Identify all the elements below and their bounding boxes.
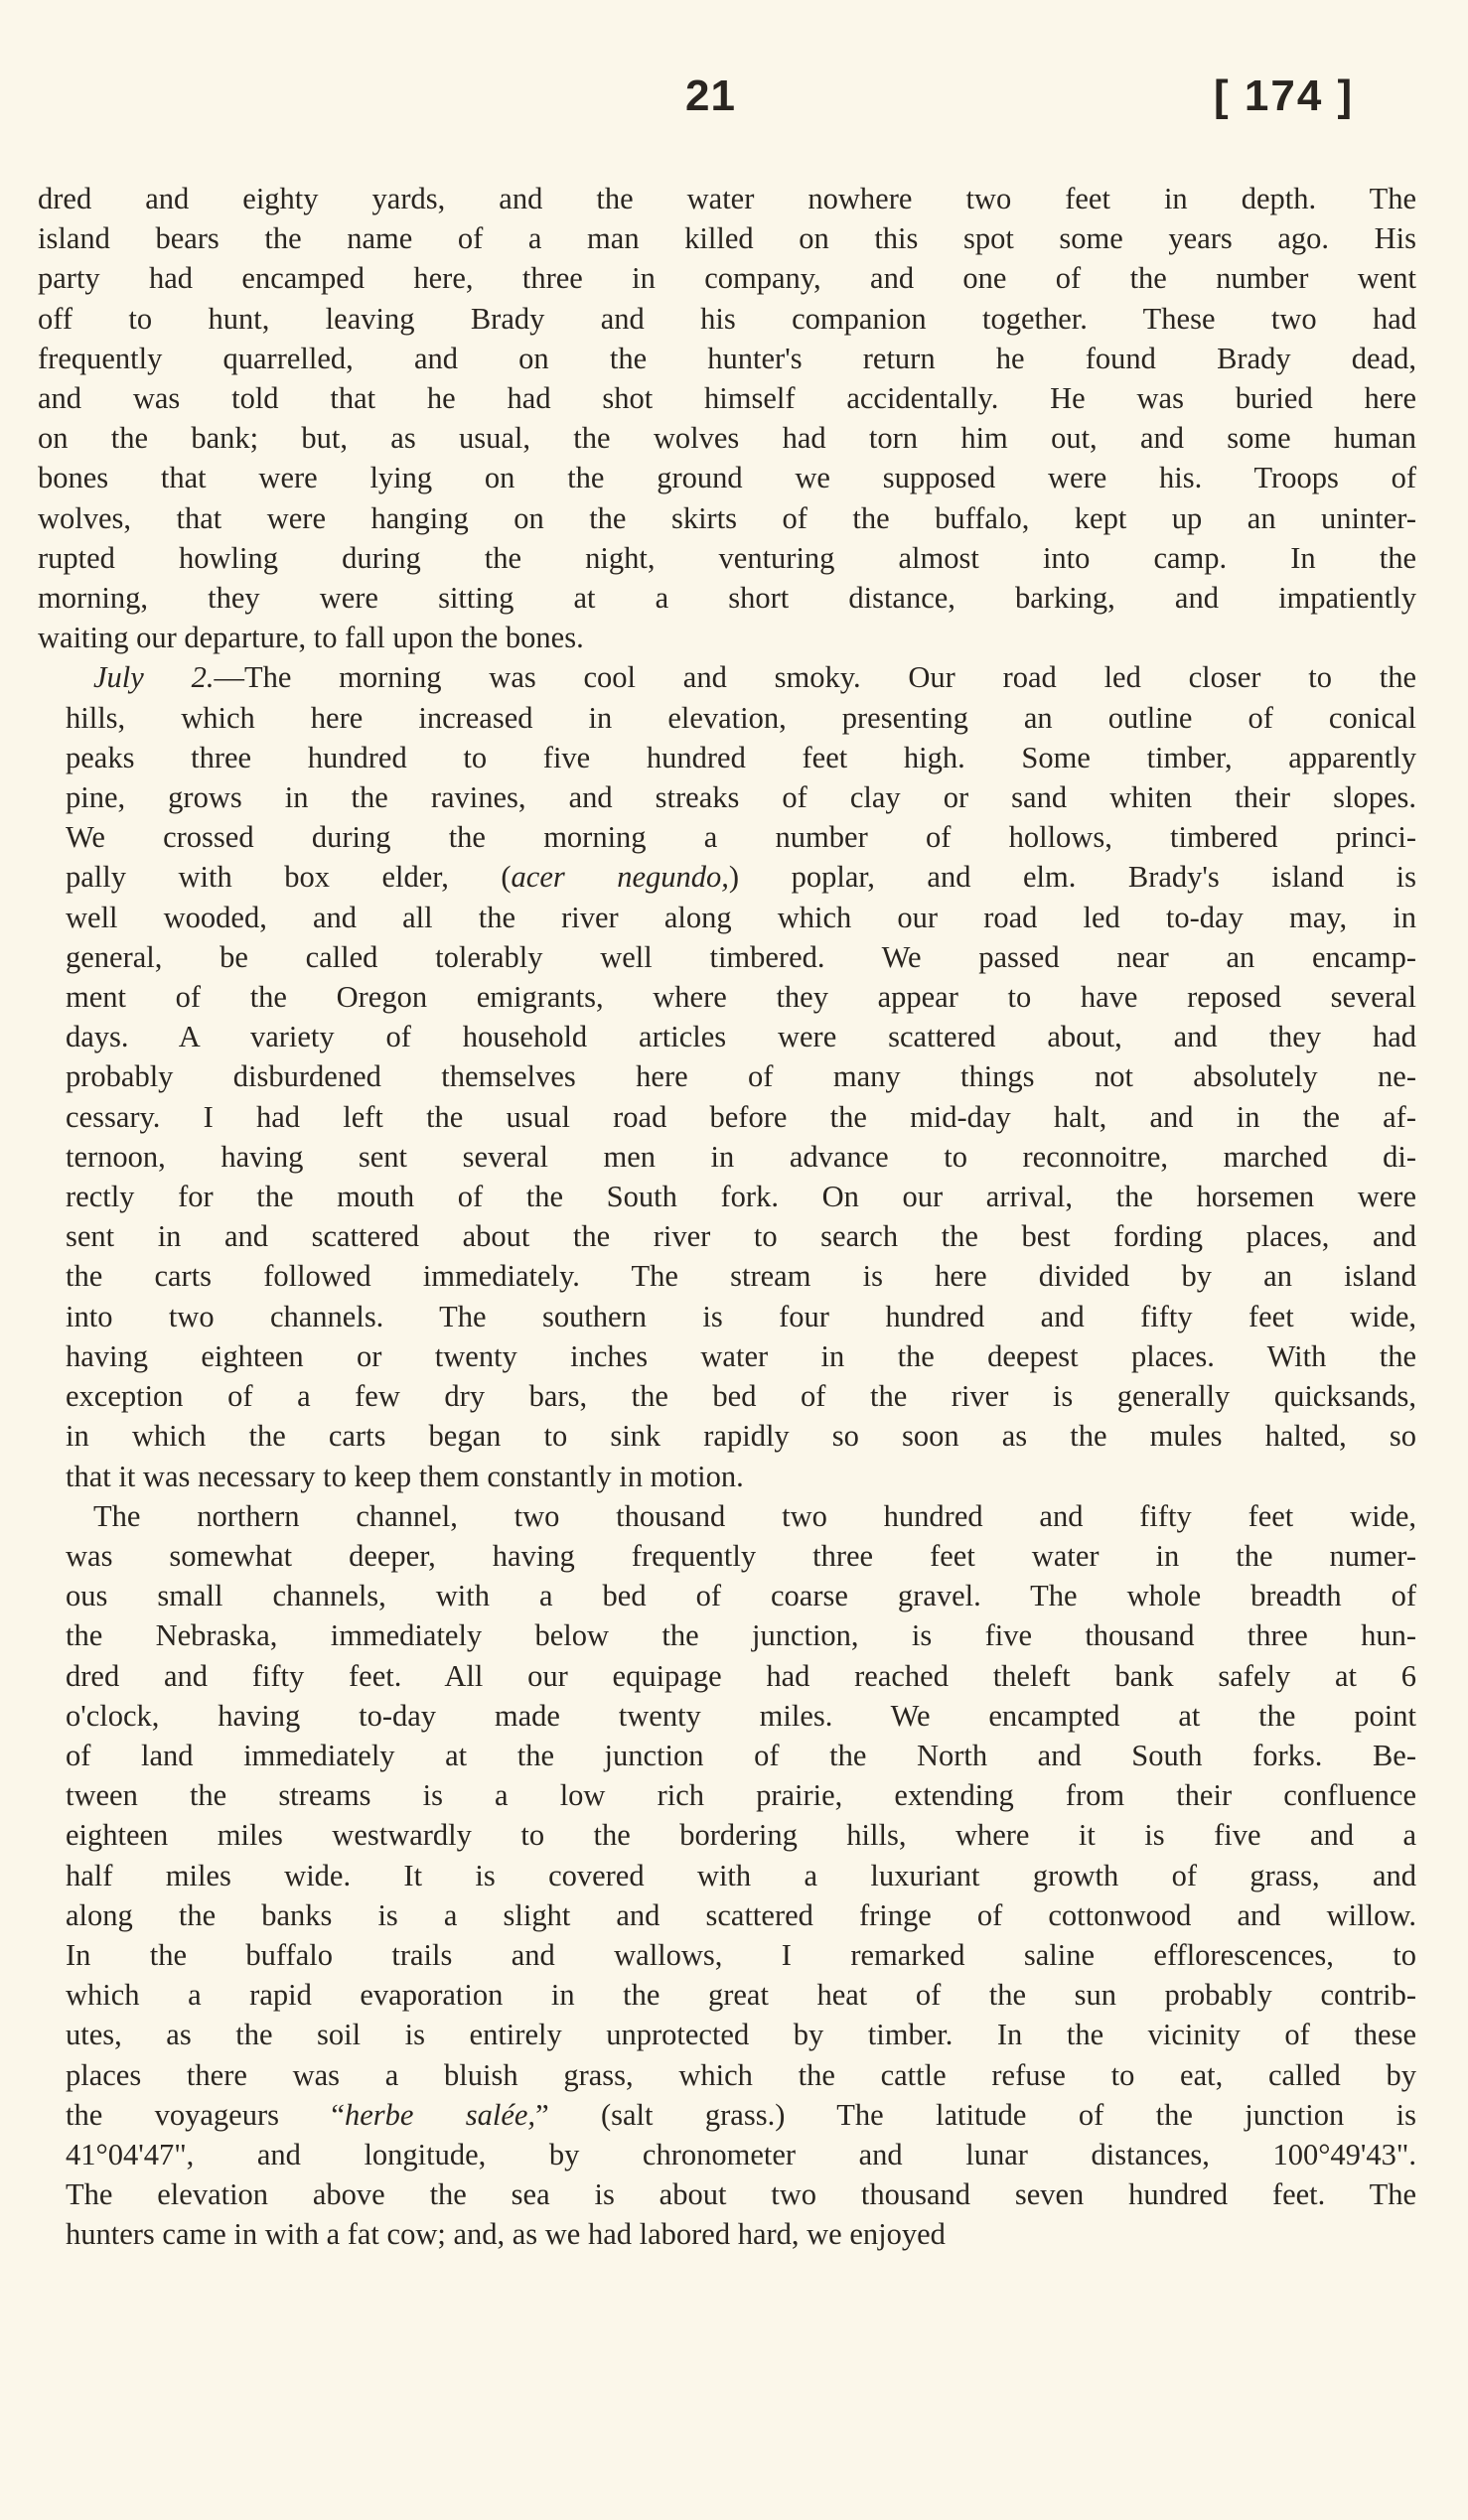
text-line: party had encamped here, three in company, and one of the number went — [38, 261, 1416, 296]
paragraph-northern-channel — [38, 1496, 1416, 2255]
text-line: pally with box elder, (acer negundo,) poplar, and elm. Brady's island is — [66, 860, 1416, 895]
text-line: the carts followed immediately. The stream is here divided by an island — [66, 1259, 1416, 1294]
text-line: of land immediately at the junction of the North and South forks. Be- — [66, 1738, 1416, 1772]
text-line: in which the carts began to sink rapidly so soon as the mules halted, so — [66, 1419, 1416, 1454]
text-line: ous small channels, with a bed of coarse gravel. The whole breadth of — [66, 1579, 1416, 1613]
text-line: well wooded, and all the river along which our road led to-day may, in — [66, 900, 1416, 934]
text-line: dred and fifty feet. All our equipage had reached theleft bank safely at 6 — [66, 1658, 1416, 1693]
entry-date: July 2. — [93, 660, 215, 695]
text-line: was somewhat deeper, having frequently three feet water in the numer- — [66, 1538, 1416, 1573]
text-line: waiting our departure, to fall upon the bones. — [38, 621, 584, 655]
text-line: rectly for the mouth of the South fork. On our arrival, the horsemen were — [66, 1180, 1416, 1214]
text-line: the voyageurs “herbe salée,” (salt grass.) The latitude of the junction is — [66, 2097, 1416, 2132]
text-line: into two channels. The southern is four hundred and fifty feet wide, — [66, 1299, 1416, 1333]
text-line: rupted howling during the night, venturing almost into camp. In the — [38, 540, 1416, 575]
text-line: cessary. I had left the usual road before the mid-day halt, and in the af- — [66, 1099, 1416, 1134]
paragraph-july-2 — [38, 657, 1416, 1495]
text-line: and was told that he had shot himself accidentally. He was buried here — [38, 381, 1416, 416]
text-line: dred and eighty yards, and the water nowhere two feet in depth. The — [38, 182, 1416, 215]
text-line: peaks three hundred to five hundred feet high. Some timber, apparently — [66, 740, 1416, 774]
page-number: 21 — [685, 71, 736, 120]
text-line: frequently quarrelled, and on the hunter's return he found Brady dead, — [38, 341, 1416, 375]
text-line: sent in and scattered about the river to search the best fording places, and — [66, 1219, 1416, 1254]
text-line: The elevation above the sea is about two thousand seven hundred feet. The — [66, 2177, 1416, 2212]
text-line: utes, as the soil is entirely unprotected by timber. In the vicinity of these — [66, 2018, 1416, 2052]
text-line: which a rapid evaporation in the great heat of the sun probably contrib- — [66, 1978, 1416, 2013]
text-line: o'clock, having to-day made twenty miles. We encampted at the point — [66, 1698, 1416, 1733]
text-line: hills, which here increased in elevation, presenting an outline of conical — [66, 700, 1416, 735]
text-line: We crossed during the morning a number of hollows, timbered princi- — [66, 820, 1416, 855]
page-header — [0, 71, 1468, 141]
text-line: days. A variety of household articles were scattered about, and they had — [66, 1020, 1416, 1054]
document-number: [ 174 ] — [1214, 71, 1355, 120]
text-line: places there was a bluish grass, which the cattle refuse to eat, called by — [66, 2057, 1416, 2092]
text-line: eighteen miles westwardly to the bordering hills, where it is five and a — [66, 1818, 1416, 1853]
text-line: off to hunt, leaving Brady and his companion together. These two had — [38, 301, 1416, 336]
body-text — [38, 179, 1416, 2255]
paragraph-brady-island — [38, 179, 1416, 657]
text-line: along the banks is a slight and scattered fringe of cottonwood and willow. — [66, 1897, 1416, 1932]
text-line: the Nebraska, immediately below the junction, is five thousand three hun- — [66, 1618, 1416, 1653]
text-line: exception of a few dry bars, the bed of the river is generally quicksands, — [66, 1379, 1416, 1414]
text-line: July 2.—The morning was cool and smoky. Our road led closer to the — [93, 660, 1416, 695]
text-line: on the bank; but, as usual, the wolves had torn him out, and some human — [38, 421, 1416, 456]
text-line: half miles wide. It is covered with a luxuriant growth of grass, and — [66, 1858, 1416, 1892]
text-line: The northern channel, two thousand two hundred and fifty feet wide, — [93, 1498, 1416, 1533]
text-line: morning, they were sitting at a short distance, barking, and impatiently — [38, 581, 1416, 616]
text-line: tween the streams is a low rich prairie, extending from their confluence — [66, 1778, 1416, 1813]
text-line: 41°04'47", and longitude, by chronometer and lunar distances, 100°49'43". — [66, 2137, 1416, 2171]
text-line: In the buffalo trails and wallows, I remarked saline efflorescences, to — [66, 1937, 1416, 1972]
text-line: general, be called tolerably well timbered. We passed near an encamp- — [66, 939, 1416, 974]
text-line: ternoon, having sent several men in advance to reconnoitre, marched di- — [66, 1139, 1416, 1174]
text-line: that it was necessary to keep them constantly in motion. — [66, 1459, 744, 1493]
text-line: having eighteen or twenty inches water in the deepest places. With the — [66, 1338, 1416, 1373]
text-line: island bears the name of a man killed on this spot some years ago. His — [38, 221, 1416, 256]
text-line: bones that were lying on the ground we supposed were his. Troops of — [38, 461, 1416, 495]
text-line: pine, grows in the ravines, and streaks of clay or sand whiten their slopes. — [66, 780, 1416, 815]
text-line: probably disburdened themselves here of many things not absolutely ne- — [66, 1059, 1416, 1094]
text-line: ment of the Oregon emigrants, where they appear to have reposed several — [66, 980, 1416, 1015]
text-line: wolves, that were hanging on the skirts of the buffalo, kept up an uninter- — [38, 500, 1416, 535]
text-line: hunters came in with a fat cow; and, as we had labored hard, we enjoyed — [66, 2217, 946, 2252]
